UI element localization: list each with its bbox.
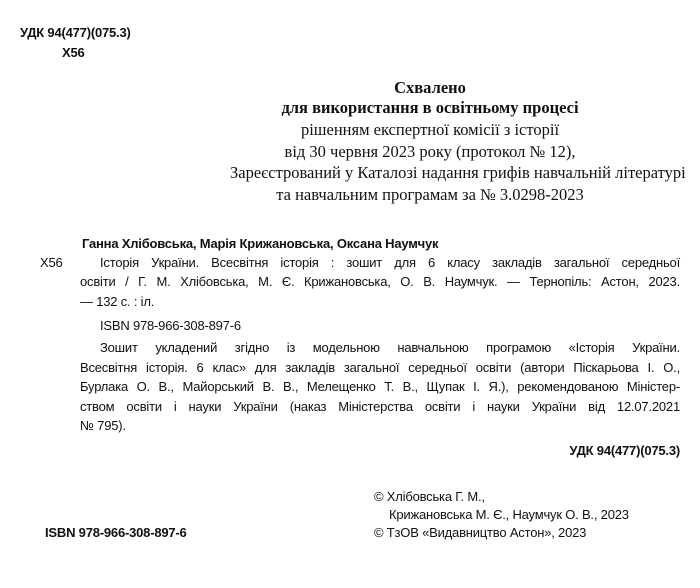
description-line: Історія України. Всесвітня історія : зошит для 6 класу закладів загальної середньої [100, 255, 680, 270]
approval-line: від 30 червня 2023 року (протокол № 12), [284, 142, 576, 161]
approval-line: рішенням експертної комісії з історії [300, 120, 560, 139]
note-line: Всесвітня історія. 6 клас» для закладів загальної середньої освіти (автори Піскарьова І. О., [80, 360, 680, 375]
note-line: Бурлака О. В., Майорський В. В., Мелещенко Т. В., Щупак І. Я.), рекомендованою Міністер- [80, 379, 680, 394]
catalog-code-header: Х56 [62, 45, 85, 60]
note-line: ством освіти і науки України (наказ Міністерства освіти і науки України від 12.07.2021 [80, 399, 680, 414]
authors: Ганна Хлібовська, Марія Крижановська, Оксана Наумчук [82, 236, 439, 251]
copyright-line: © Хлібовська Г. М., [374, 489, 485, 504]
description-line: освіти / Г. М. Хлібовська, М. Є. Крижановська, О. В. Наумчук. — Тернопіль: Астон, 2023. [80, 274, 680, 289]
udk: УДК 94(477)(075.3) [569, 443, 680, 458]
approval-line: та навчальним програмам за № 3.0298-2023 [276, 185, 584, 204]
udk-header: УДК 94(477)(075.3) [20, 25, 131, 40]
isbn: ISBN 978-966-308-897-6 [100, 318, 241, 333]
note-line: № 795). [80, 418, 126, 433]
note-line: Зошит укладений згідно із модельною навчальною програмою «Історія України. [100, 340, 680, 355]
footer-isbn: ISBN 978-966-308-897-6 [45, 525, 187, 540]
approval-line: Зареєстрований у Каталозі надання грифів навчальній літературі [230, 163, 686, 182]
description-line: — 132 с. : іл. [80, 294, 155, 309]
catalog-code: Х56 [40, 255, 63, 270]
approval-line: для використання в освітньому процесі [281, 98, 579, 117]
copyright-line: Крижановська М. Є., Наумчук О. В., 2023 [389, 507, 629, 522]
copyright-line: © ТзОВ «Видавництво Астон», 2023 [374, 525, 587, 540]
approval-title: Схвалено [394, 78, 466, 97]
